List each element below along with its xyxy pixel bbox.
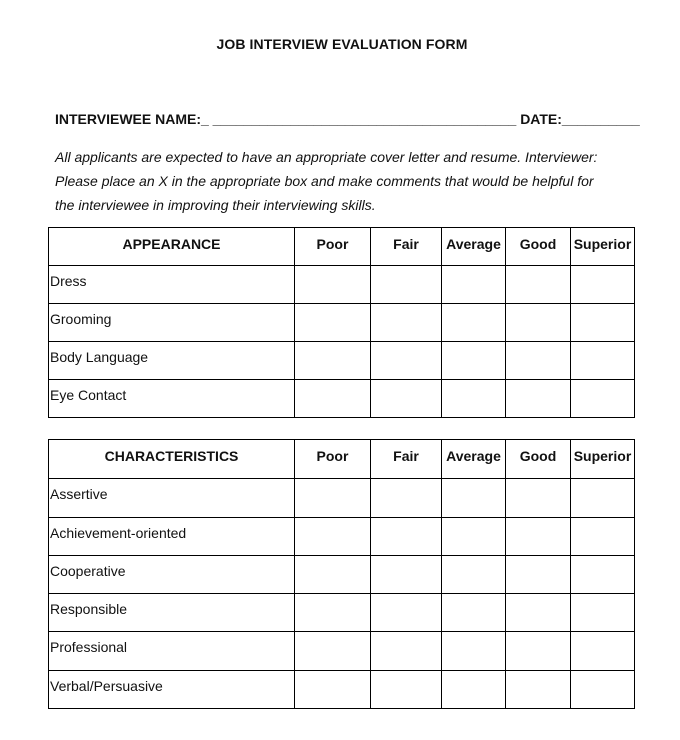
column-header-good: Good	[506, 440, 571, 479]
table-row	[49, 556, 635, 594]
rating-cell-poor[interactable]	[295, 380, 371, 418]
rating-cell-poor[interactable]	[295, 342, 371, 380]
instructions-line: Please place an X in the appropriate box and make comments that would be helpful for	[55, 173, 594, 189]
rating-cell-fair[interactable]	[371, 594, 442, 632]
rating-cell-good[interactable]	[506, 342, 571, 380]
rating-cell-average[interactable]	[442, 671, 506, 709]
instructions-line: All applicants are expected to have an appropriate cover letter and resume. Interviewer:	[55, 149, 598, 165]
row-label: Assertive	[49, 479, 295, 518]
table-header-row	[49, 440, 635, 479]
rating-cell-average[interactable]	[442, 632, 506, 671]
column-header-good: Good	[506, 228, 571, 266]
rating-cell-average[interactable]	[442, 479, 506, 518]
row-label: Professional	[49, 632, 295, 671]
rating-cell-fair[interactable]	[371, 556, 442, 594]
rating-cell-good[interactable]	[506, 556, 571, 594]
table-row	[49, 380, 635, 418]
column-header-category: APPEARANCE	[49, 228, 295, 266]
table-row	[49, 479, 635, 518]
rating-cell-average[interactable]	[442, 594, 506, 632]
instructions	[55, 145, 625, 217]
rating-cell-poor[interactable]	[295, 304, 371, 342]
row-label: Achievement-oriented	[49, 518, 295, 556]
rating-cell-superior[interactable]	[571, 342, 635, 380]
rating-cell-fair[interactable]	[371, 671, 442, 709]
rating-cell-average[interactable]	[442, 518, 506, 556]
rating-cell-average[interactable]	[442, 342, 506, 380]
row-label: Dress	[49, 266, 295, 304]
rating-cell-good[interactable]	[506, 479, 571, 518]
rating-cell-good[interactable]	[506, 671, 571, 709]
row-label: Verbal/Persuasive	[49, 671, 295, 709]
table-row	[49, 594, 635, 632]
rating-cell-poor[interactable]	[295, 266, 371, 304]
table-row	[49, 632, 635, 671]
rating-cell-superior[interactable]	[571, 518, 635, 556]
rating-cell-poor[interactable]	[295, 671, 371, 709]
rating-cell-average[interactable]	[442, 266, 506, 304]
rating-cell-fair[interactable]	[371, 518, 442, 556]
appearance-table	[48, 227, 635, 418]
rating-cell-good[interactable]	[506, 380, 571, 418]
row-label: Eye Contact	[49, 380, 295, 418]
column-header-average: Average	[442, 440, 506, 479]
rating-cell-superior[interactable]	[571, 304, 635, 342]
column-header-superior: Superior	[571, 228, 635, 266]
rating-cell-good[interactable]	[506, 632, 571, 671]
table-row	[49, 671, 635, 709]
column-header-fair: Fair	[371, 440, 442, 479]
rating-cell-poor[interactable]	[295, 632, 371, 671]
column-header-fair: Fair	[371, 228, 442, 266]
rating-cell-superior[interactable]	[571, 266, 635, 304]
rating-cell-superior[interactable]	[571, 632, 635, 671]
table-row	[49, 266, 635, 304]
column-header-superior: Superior	[571, 440, 635, 479]
rating-cell-superior[interactable]	[571, 671, 635, 709]
rating-cell-superior[interactable]	[571, 479, 635, 518]
column-header-poor: Poor	[295, 228, 371, 266]
row-label: Responsible	[49, 594, 295, 632]
rating-cell-good[interactable]	[506, 594, 571, 632]
rating-cell-fair[interactable]	[371, 632, 442, 671]
rating-cell-good[interactable]	[506, 304, 571, 342]
rating-cell-fair[interactable]	[371, 380, 442, 418]
row-label: Grooming	[49, 304, 295, 342]
rating-cell-average[interactable]	[442, 556, 506, 594]
rating-cell-superior[interactable]	[571, 594, 635, 632]
rating-cell-average[interactable]	[442, 304, 506, 342]
rating-cell-superior[interactable]	[571, 556, 635, 594]
rating-cell-superior[interactable]	[571, 380, 635, 418]
rating-cell-average[interactable]	[442, 380, 506, 418]
rating-cell-fair[interactable]	[371, 479, 442, 518]
rating-cell-fair[interactable]	[371, 342, 442, 380]
rating-cell-good[interactable]	[506, 518, 571, 556]
rating-cell-fair[interactable]	[371, 266, 442, 304]
form-title: JOB INTERVIEW EVALUATION FORM	[216, 36, 468, 52]
table-row	[49, 304, 635, 342]
interviewee-name-date-line: INTERVIEWEE NAME:_ _______________________________________ DATE:__________	[55, 111, 640, 127]
row-label: Body Language	[49, 342, 295, 380]
table-row	[49, 342, 635, 380]
rating-cell-poor[interactable]	[295, 518, 371, 556]
column-header-poor: Poor	[295, 440, 371, 479]
rating-cell-poor[interactable]	[295, 556, 371, 594]
column-header-average: Average	[442, 228, 506, 266]
rating-cell-poor[interactable]	[295, 594, 371, 632]
row-label: Cooperative	[49, 556, 295, 594]
rating-cell-fair[interactable]	[371, 304, 442, 342]
rating-cell-good[interactable]	[506, 266, 571, 304]
table-header-row	[49, 228, 635, 266]
table-row	[49, 518, 635, 556]
rating-cell-poor[interactable]	[295, 479, 371, 518]
instructions-line: the interviewee in improving their interviewing skills.	[55, 197, 376, 213]
characteristics-table	[48, 439, 635, 709]
column-header-category: CHARACTERISTICS	[49, 440, 295, 479]
